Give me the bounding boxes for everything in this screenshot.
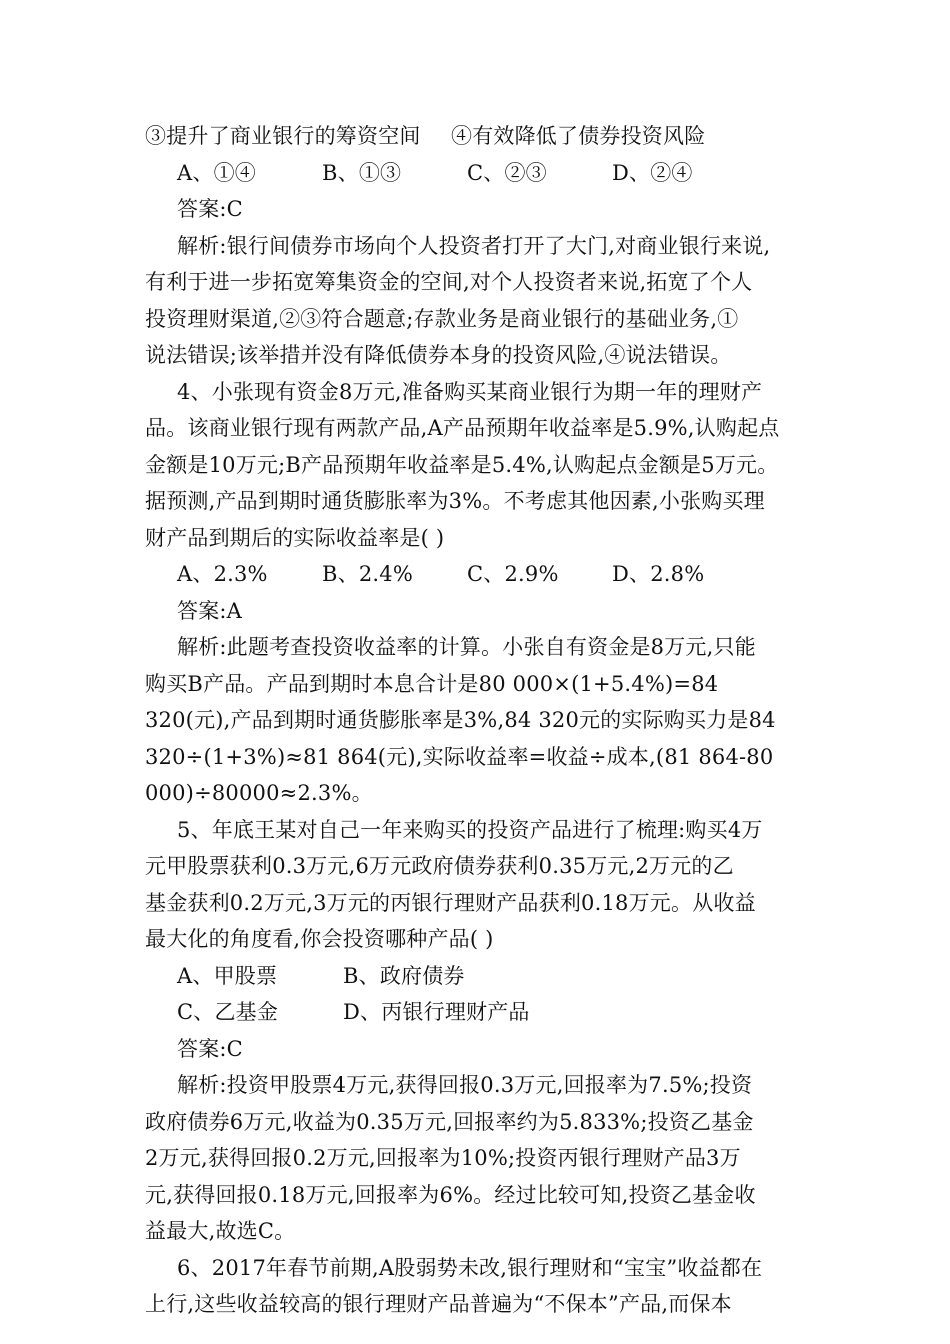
- q5-options-row: [145, 958, 810, 995]
- q5-option-b: B、政府债券: [343, 963, 465, 988]
- q5-stem-line: 5、年底王某对自己一年来购买的投资产品进行了梳理:购买4万: [177, 817, 763, 842]
- q4-stem-line: 金额是10万元;B产品预期年收益率是5.4%,认购起点金额是5万元。: [145, 452, 779, 477]
- q3-statements: [145, 118, 810, 155]
- q4-option-b: B、2.4%: [322, 562, 413, 586]
- q5-stem-line: 最大化的角度看,你会投资哪种产品( ): [145, 927, 494, 951]
- q4-option-a: A、2.3%: [177, 562, 268, 586]
- q4-analysis-line: 320(元),产品到期时通货膨胀率是3%,84 320元的实际购买力是84: [145, 708, 776, 732]
- q5-analysis-line: 政府债券6万元,收益为0.35万元,回报率约为5.833%;投资乙基金: [145, 1109, 754, 1134]
- q6-stem-line: 上行,这些收益较高的银行理财产品普遍为“不保本”产品,而保本: [145, 1292, 732, 1316]
- q4-answer: 答案:A: [177, 598, 243, 623]
- q4-stem-line: 品。该商业银行现有两款产品,A产品预期年收益率是5.9%,认购起点: [145, 416, 780, 440]
- q3-option-d: D、②④: [612, 160, 693, 185]
- q3-analysis-line: 解析:银行间债券市场向个人投资者打开了大门,对商业银行来说,: [177, 233, 771, 258]
- q3-option-b: B、①③: [322, 160, 402, 185]
- q3-option-c: C、②③: [467, 160, 547, 185]
- q5-analysis-line: 解析:投资甲股票4万元,获得回报0.3万元,回报率为7.5%;投资: [177, 1073, 753, 1097]
- q3-analysis-line: 说法错误;该举措并没有降低债券本身的投资风险,④说法错误。: [145, 343, 732, 367]
- q5-analysis-line: 2万元,获得回报0.2万元,回报率为10%;投资丙银行理财产品3万: [145, 1146, 741, 1170]
- q5-stem-line: 元甲股票获利0.3万元,6万元政府债券获利0.35万元,2万元的乙: [145, 854, 734, 878]
- q5-option-c: C、乙基金: [177, 1000, 279, 1024]
- q3-analysis-line: 有利于进一步拓宽筹集资金的空间,对个人投资者来说,拓宽了个人: [145, 270, 753, 294]
- q4-analysis-line: 解析:此题考查投资收益率的计算。小张自有资金是8万元,只能: [177, 635, 756, 659]
- q4-option-c: C、2.9%: [467, 562, 559, 586]
- q5-analysis-line: 益最大,故选C。: [145, 1219, 296, 1243]
- q5-option-d: D、丙银行理财产品: [343, 1000, 530, 1024]
- q4-analysis-line: 购买B产品。产品到期时本息合计是80 000×(1+5.4%)=84: [145, 671, 719, 696]
- q4-stem-line: 4、小张现有资金8万元,准备购买某商业银行为期一年的理财产: [177, 379, 763, 404]
- q6-stem-line: 6、2017年春节前期,A股弱势未改,银行理财和“宝宝”收益都在: [177, 1255, 763, 1280]
- q3-option-a: A、①④: [177, 160, 256, 185]
- q4-analysis-line: 000)÷80000≈2.3%。: [145, 781, 373, 805]
- q3-analysis-line: 投资理财渠道,②③符合题意;存款业务是商业银行的基础业务,①: [145, 306, 739, 331]
- q4-analysis-line: 320÷(1+3%)≈81 864(元),实际收益率=收益÷成本,(81 864-80: [145, 744, 774, 769]
- q4-options: [145, 556, 810, 593]
- q4-stem-line: 财产品到期后的实际收益率是( ): [145, 525, 445, 550]
- q5-option-a: A、甲股票: [177, 963, 278, 988]
- q3-answer: 答案:C: [177, 197, 243, 221]
- q4-stem-line: 据预测,产品到期时通货膨胀率为3%。不考虑其他因素,小张购买理: [145, 489, 765, 513]
- document-page: [145, 118, 810, 1323]
- q4-option-d: D、2.8%: [612, 562, 705, 586]
- q5-analysis-line: 元,获得回报0.18万元,回报率为6%。经过比较可知,投资乙基金收: [145, 1182, 756, 1207]
- q5-stem-line: 基金获利0.2万元,3万元的丙银行理财产品获利0.18万元。从收益: [145, 890, 756, 915]
- q3-statement-3: ③提升了商业银行的筹资空间: [145, 124, 421, 148]
- q5-answer: 答案:C: [177, 1036, 243, 1061]
- q5-options-row: [145, 994, 810, 1031]
- q3-options: [145, 155, 810, 192]
- q3-statement-4: ④有效降低了债券投资风险: [451, 124, 706, 148]
